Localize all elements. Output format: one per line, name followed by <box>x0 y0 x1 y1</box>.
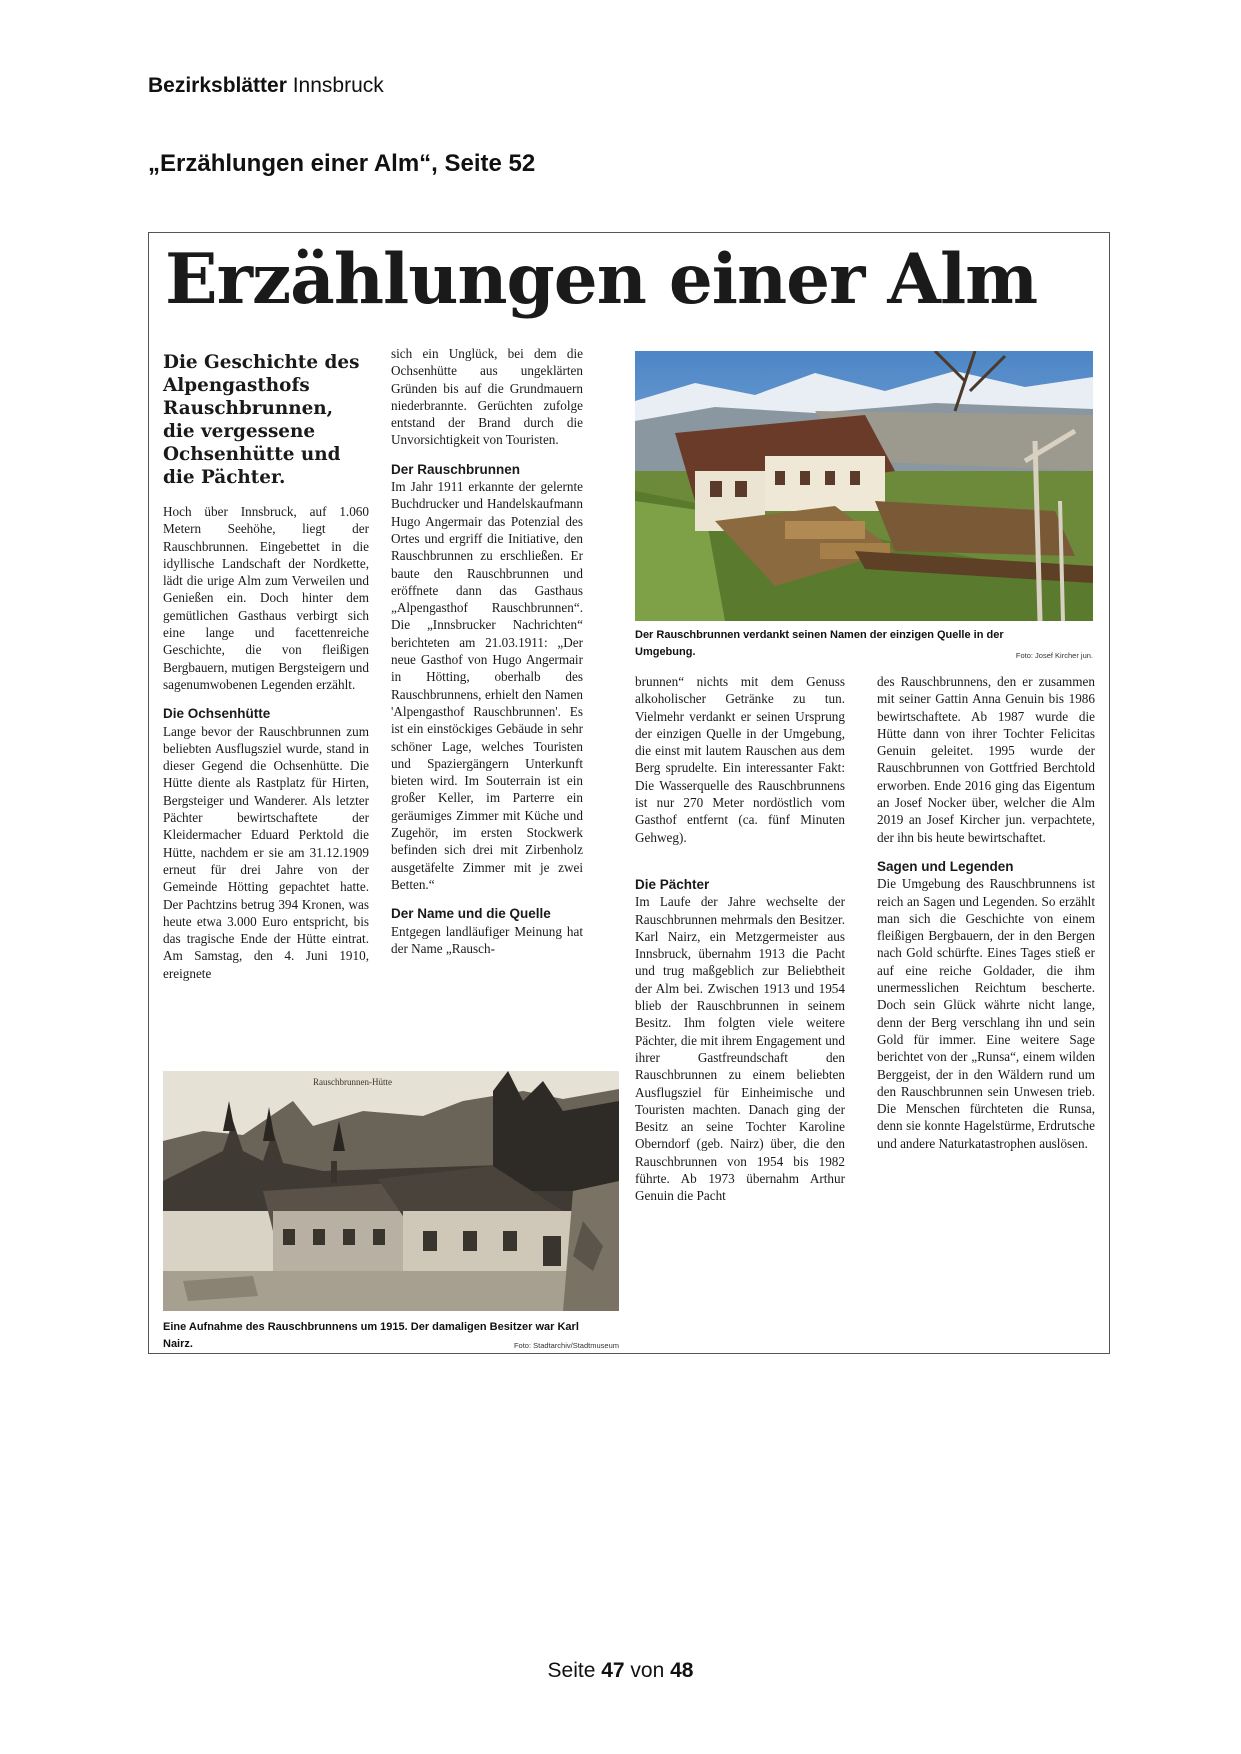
article-lead: Die Geschichte des Alpengasthofs Rauschbrunnen, die vergessene Ochsenhütte und die Pächter. <box>163 352 360 488</box>
newspaper-clipping <box>148 232 1110 1354</box>
page-number: 47 <box>601 1659 625 1682</box>
section-heading-ochsenhuette: Die Ochsenhütte <box>163 706 271 722</box>
intro-text: Hoch über Innsbruck, auf 1.060 Metern Seehöhe, liegt der Rauschbrunnen. Eingebettet in die idyllische Landschaft der Nordkette, lädt die urige Alm zum Verweilen und Genießen ein. Doch hinter dem gemütlichen Gasthaus verbirgt sich eine lange und facettenreiche Geschichte, die von fleißigen Bergbauern, mutigen Bergsteigern und sagenumwobenen Legenden erzählt. <box>163 504 369 692</box>
photo-rauschbrunnen-today-image <box>635 351 1093 621</box>
column-1 <box>163 351 369 982</box>
section-text-sagen: Die Umgebung des Rauschbrunnens ist reich an Sagen und Legenden. So erzählt man sich die Geschichte von einem fleißigen Bergbauern, der in den Bergen nach Gold schürfte. Eines Tages stieß er auf eine reiche Goldader, die ihm unermesslichen Reichtum bescherte. Doch sein Glück währte nicht lange, denn der Berg verschlang ihn und sein Gold für immer. Eine weitere Sage berichtet von der „Runsa“, einem wilden Berggeist, der in den Wäldern rund um den Rauschbrunnen sein Unwesen trieb. Die Menschen fürchteten die Runsa, denn sie konnte Hagelstürme, Erdrutsche und andere Naturkatastrophen auslösen. <box>877 876 1095 1151</box>
brand-name: Bezirksblätter <box>148 74 287 97</box>
article-reference-title: „Erzählungen einer Alm“, Seite 52 <box>148 150 536 177</box>
section-text-name-quelle: Entgegen landläufiger Meinung hat der Name „Rausch- <box>391 923 583 956</box>
photo-rauschbrunnen-today-credit: Foto: Josef Kircher jun. <box>1015 651 1093 660</box>
page-total: 48 <box>670 1659 694 1682</box>
photo-rauschbrunnen-1915-caption: Eine Aufnahme des Rauschbrunnens um 1915. Der damaligen Besitzer war Karl Nairz. <box>163 1321 579 1350</box>
photo-rauschbrunnen-today-caption: Der Rauschbrunnen verdankt seinen Namen der einzigen Quelle in der Umgebung. <box>635 629 1004 658</box>
photo-rauschbrunnen-1915 <box>163 1071 619 1311</box>
column-2 <box>391 345 583 957</box>
page-label: Seite <box>547 1659 602 1682</box>
historic-photo-label: Rauschbrunnen-Hütte <box>313 1077 392 1087</box>
article-headline: Erzählungen einer Alm <box>165 239 1038 320</box>
section-text-paechter-cont: des Rauschbrunnens, den er zusammen mit seiner Gattin Anna Genuin bis 1986 bewirtschaftete. Ab 1987 wurde die Hütte dann von ihrer Tochter Felicitas Genuin geleitet. 1995 wurde der Rauschbrunnen von Gottfried Berchtold erworben. Ende 2016 ging das Eigentum an Josef Nocker über, welcher die Alm 2019 an Josef Kircher jun. verpachtete, der ihn bis heute bewirtschaftet. <box>877 674 1095 845</box>
photo-rauschbrunnen-1915-image <box>163 1071 619 1311</box>
section-heading-rauschbrunnen: Der Rauschbrunnen <box>391 461 521 477</box>
section-heading-name-quelle: Der Name und die Quelle <box>391 906 551 922</box>
photo-rauschbrunnen-today <box>635 351 1093 621</box>
page-footer <box>0 1659 1241 1683</box>
section-heading-sagen: Sagen und Legenden <box>877 858 1014 874</box>
column-4 <box>877 673 1095 1152</box>
section-heading-paechter: Die Pächter <box>635 876 710 892</box>
photo-rauschbrunnen-1915-credit: Foto: Stadtarchiv/Stadtmuseum <box>513 1341 619 1350</box>
column-3 <box>635 673 845 1205</box>
section-text-ochsenhuette: Lange bevor der Rauschbrunnen zum beliebten Ausflugsziel wurde, stand in dieser Gegend die Ochsenhütte. Die Hütte diente als Rastplatz für Hirten, Bergsteiger und Wanderer. Als letzter Pächter bewirtschaftete der Kleidermacher Eduard Perktold die Hütte, nachdem er sie am 31.12.1909 erneut für drei Jahre von der Gemeinde Hötting gepachtet hatte. Der Pachtzins betrug 394 Kronen, was heute etwa 3.000 Euro entspricht, bis das tragische Ende der Hütte eintrat. Am Samstag, den 4. Juni 1910, ereignete <box>163 723 369 981</box>
section-text-paechter: Im Laufe der Jahre wechselte der Rauschbrunnen mehrmals den Besitzer. Karl Nairz, ein Metzgermeister aus Innsbruck, übernahm 1913 die Pacht und trug maßgeblich zur Beliebtheit der Alm bei. Zwischen 1913 und 1954 blieb der Rauschbrunnen in seinem Besitz. Ihm folgten viele weitere Pächter, die mit ihrem Engagement und ihrer Gastfreundschaft den Rauschbrunnen zu einem beliebten Ausflugsziel für Einheimische und Touristen machten. Danach ging der Besitz an seine Tochter Karoline Oberndorf (geb. Nairz) über, die den Rauschbrunnen von 1954 bis 1982 führte. Ab 1973 übernahm Arthur Genuin die Pacht <box>635 894 845 1204</box>
section-text-ochsenhuette-cont: sich ein Unglück, bei dem die Ochsenhütte aus ungeklärten Gründen bis auf die Grundmauern niederbrannte. Gerüchten zufolge entstand der Brand durch die Unvorsichtigkeit von Touristen. <box>391 346 583 448</box>
section-text-rauschbrunnen: Im Jahr 1911 erkannte der gelernte Buchdrucker und Handelskaufmann Hugo Angermair das Potenzial des Ortes und ergriff die Initiative, den Rauschbrunnen zu erschließen. Er baute den Rauschbrunnen und eröffnete dann das Gasthaus „Alpengasthof Rauschbrunnen“. Die „Innsbrucker Nachrichten“ berichteten am 21.03.1911: „Der neue Gasthof von Hugo Angermair in Hötting, oberhalb des Rauschbrunnens, erhielt den Namen 'Alpengasthof Rauschbrunnen'. Es ist ein einstöckiges Gebäude in sehr schöner Lage, welches Touristen und Spaziergängern Unterkunft bieten wird. Im Souterrain ist ein großer Keller, im Parterre ein geräumiges Zimmer mit Küche und Zugehör, im ersten Stockwerk befinden sich drei mit Zirbenholz ausgetäfelte Zimmer mit je zwei Betten.“ <box>391 479 583 892</box>
section-text-name-quelle-cont: brunnen“ nichts mit dem Genuss alkoholischer Getränke zu tun. Vielmehr verdankt er seinen Ursprung der einzigen Quelle in der Umgebung, die einst mit lautem Rauschen aus dem Berg sprudelte. Ein interessanter Fakt: Die Wasserquelle des Rauschbrunnens ist nur 270 Meter nordöstlich vom Gasthof entfernt (ca. fünf Minuten Gehweg). <box>635 674 845 845</box>
brand-region: Innsbruck <box>286 74 384 97</box>
page-of-label: von <box>624 1659 671 1682</box>
publication-header <box>148 74 384 98</box>
